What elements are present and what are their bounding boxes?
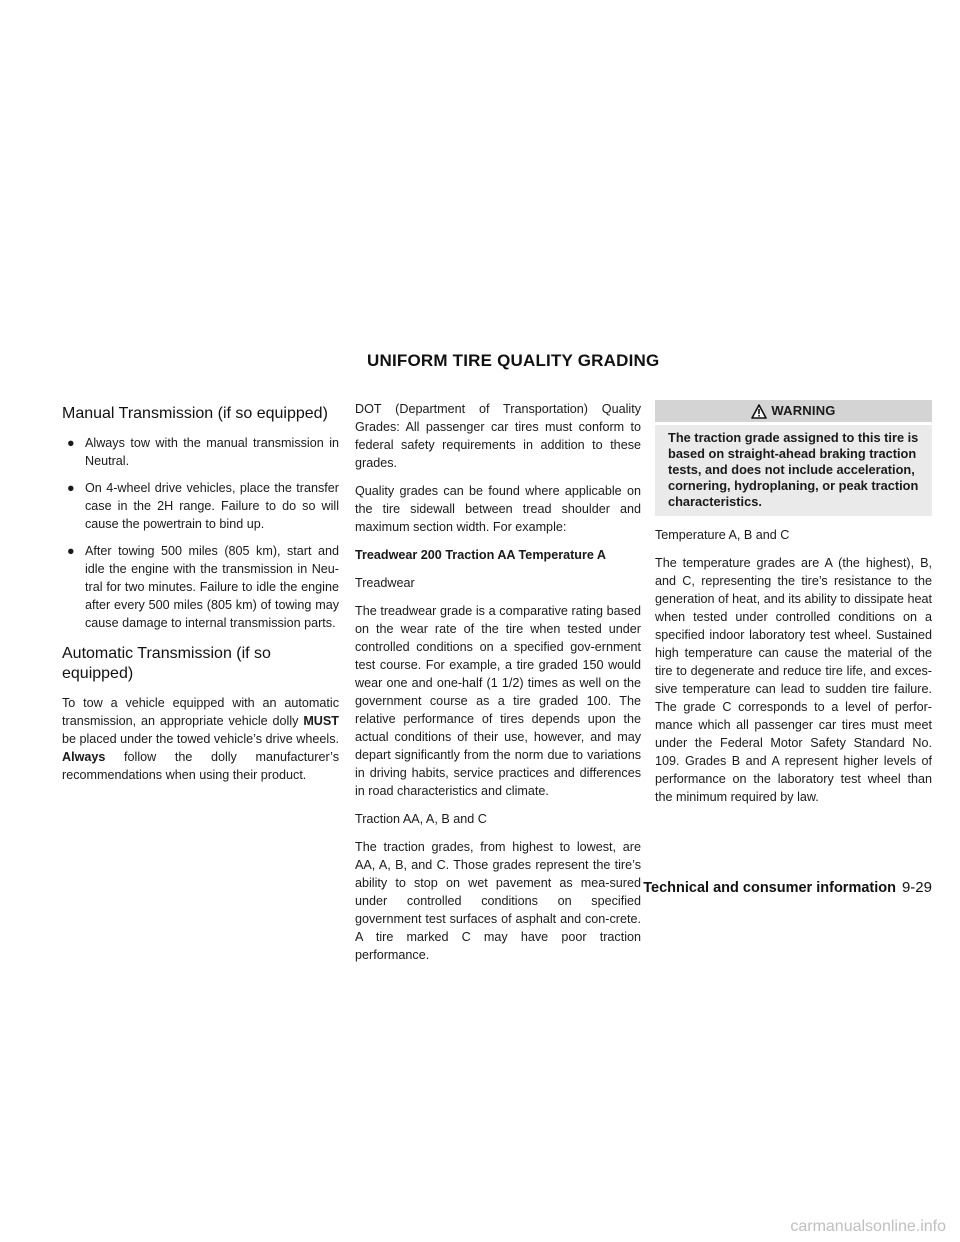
dot-quality-paragraph: DOT (Department of Transportation) Quality Grades: All passenger car tires must conform to federal safety requirements in addition to these grades. xyxy=(355,402,641,470)
temperature-paragraph: The temperature grades are A (the highest), B, and C, representing the tire’s resistance to the generation of heat, and its ability to dissipate heat when tested under controlled conditions on a specified indoor laboratory test wheel. Sustained high temperature can cause the material of the tire to degenerate and reduce tire life, and exces-sive temperature can lead to sudden tire failure. The grade C corresponds to a level of perfor-mance which all passenger car tires must meet under the Federal Motor Safety Standard No. 109. Grades B and A represent higher levels of performance on the laboratory test wheel than the minimum required by law. xyxy=(655,556,932,804)
auto-emphasis-always: Always xyxy=(62,750,106,764)
sidewall-location-paragraph: Quality grades can be found where applicable on the tire sidewall between tread shoulder and maximum section width. For example: xyxy=(355,484,641,534)
watermark: carmanualsonline.info xyxy=(790,1218,946,1235)
bullet-icon: ● xyxy=(67,436,75,450)
warning-text: The traction grade assigned to this tire is based on straight-ahead braking traction tests, and does not include acceleration, cornering, hydroplaning, or peak traction characteristics. xyxy=(655,425,932,516)
auto-text-1: To tow a vehicle equipped with an automatic transmission, an appropriate vehicle dolly xyxy=(62,696,339,728)
warning-triangle-icon xyxy=(751,404,767,419)
grading-example: Treadwear 200 Traction AA Temperature A xyxy=(355,548,607,562)
bullet-icon: ● xyxy=(67,544,75,558)
column-left xyxy=(62,400,339,794)
towing-bullet-list xyxy=(62,434,339,632)
heading-automatic-transmission: Automatic Transmission (if so equipped) xyxy=(62,645,271,682)
treadwear-paragraph: The treadwear grade is a comparative rating based on the wear rate of the tire when tested under controlled conditions on a specified gov-ernment test course. For example, a tire graded 150 would wear one and one-half (1 1/2) times as well on the government course as a tire graded 100. The relative performance of tires depends upon the actual conditions of their use, however, and may depart significantly from the norm due to variations in driving habits, service practices and differences in road characteristics and climate. xyxy=(355,604,641,798)
traction-subheading: Traction AA, A, B and C xyxy=(355,812,487,826)
section-title: UNIFORM TIRE QUALITY GRADING xyxy=(367,351,660,370)
footer-chapter-title: Technical and consumer information xyxy=(643,880,896,896)
auto-emphasis-must: MUST xyxy=(303,714,339,728)
list-item xyxy=(62,434,339,470)
page-footer xyxy=(0,879,932,896)
warning-label: WARNING xyxy=(771,403,836,418)
list-item xyxy=(62,542,339,632)
temperature-subheading: Temperature A, B and C xyxy=(655,528,790,542)
treadwear-subheading: Treadwear xyxy=(355,576,415,590)
auto-text-3: follow the dolly manufacturer’s recommendations when using their product. xyxy=(62,750,339,782)
warning-header xyxy=(655,400,932,422)
automatic-towing-paragraph xyxy=(62,694,339,784)
page-number: 9-29 xyxy=(901,879,932,896)
bullet-text: Always tow with the manual transmission in Neutral. xyxy=(85,436,339,468)
warning-box xyxy=(655,400,932,516)
column-right xyxy=(655,400,932,816)
auto-text-2: be placed under the towed vehicle’s drive wheels. xyxy=(62,732,340,746)
traction-paragraph: The traction grades, from highest to lowest, are AA, A, B, and C. Those grades represent the tire’s ability to stop on wet pavement as mea-sured under controlled conditions on specified government test surfaces of asphalt and con-crete. A tire marked C may have poor traction performance. xyxy=(355,840,641,962)
bullet-icon: ● xyxy=(67,481,75,495)
list-item xyxy=(62,479,339,533)
bullet-text: After towing 500 miles (805 km), start and idle the engine with the transmission in Neu-tral for two minutes. Failure to idle the engine after every 500 miles (805 km) of towing may cause damage to internal transmission parts. xyxy=(85,544,339,630)
heading-manual-transmission: Manual Transmission (if so equipped) xyxy=(62,405,328,422)
bullet-text: On 4-wheel drive vehicles, place the transfer case in the 2H range. Failure to do so will cause the powertrain to bind up. xyxy=(85,481,339,531)
